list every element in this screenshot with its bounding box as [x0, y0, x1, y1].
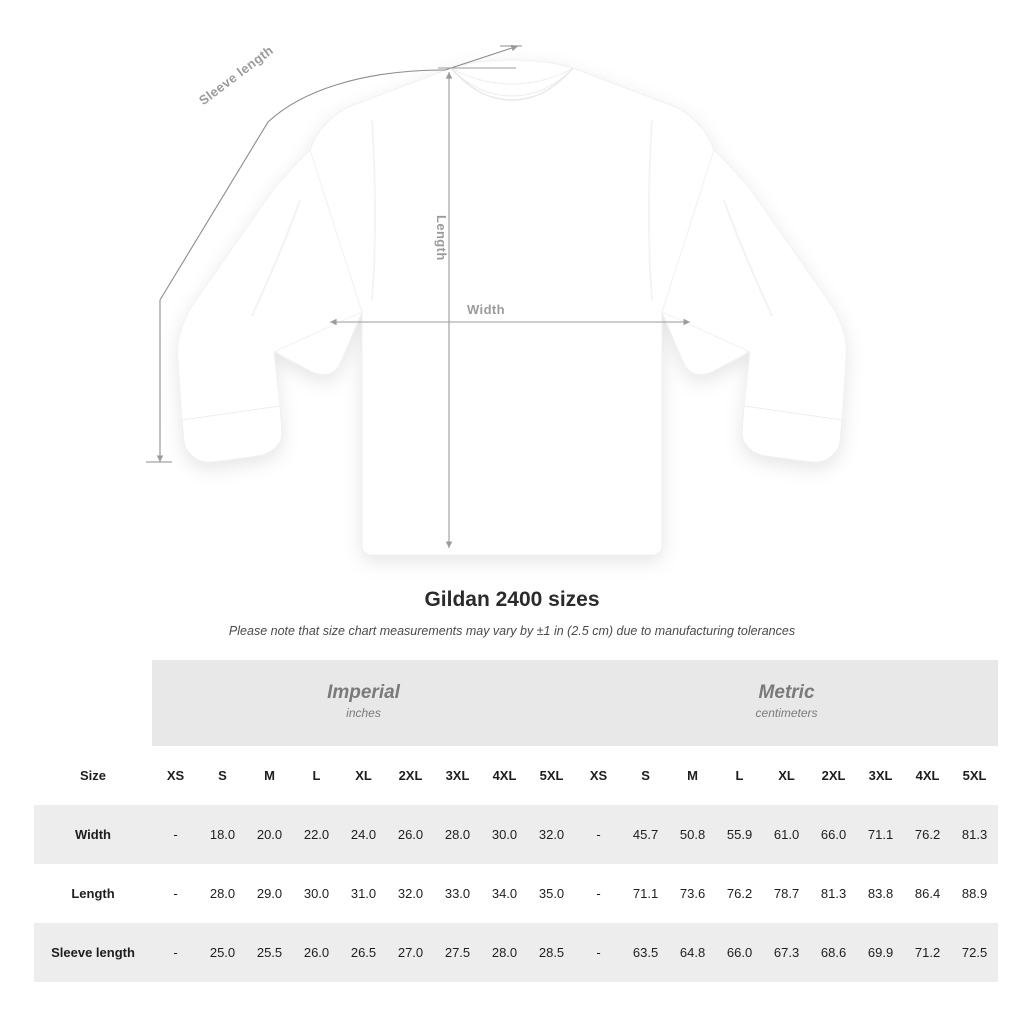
cell-length-imperial-m: 29.0: [256, 886, 283, 901]
row-label-length: Length: [71, 886, 115, 901]
cell-sleeve-imperial-s: 25.0: [199, 923, 246, 982]
cell-sleeve-metric-l: 66.0: [716, 923, 763, 982]
size-metric-s: S: [622, 746, 669, 805]
cell-width-metric-xl: 61.0: [763, 805, 810, 864]
table-row: [34, 805, 998, 864]
row-label-width: Width: [34, 805, 152, 864]
unit-banner-row: [34, 660, 998, 746]
cell-sleeve-metric-2xl: 68.6: [810, 923, 857, 982]
size-imperial-4xl: 4XL: [481, 746, 528, 805]
cell-width-metric-2xl: 66.0: [810, 805, 857, 864]
cell-width-imperial-3xl: 28.0: [434, 805, 481, 864]
unit-imperial: [152, 660, 575, 746]
cell-sleeve-imperial-5xl: 28.5: [528, 923, 575, 982]
cell-width-imperial-m: 20.0: [246, 805, 293, 864]
cell-width-imperial-xl: 24.0: [340, 805, 387, 864]
cell-sleeve-imperial-xs: -: [152, 923, 199, 982]
size-header-row: [34, 746, 998, 805]
table-row: [34, 864, 998, 923]
cell-width-metric-l: 55.9: [716, 805, 763, 864]
size-metric-3xl: 3XL: [857, 746, 904, 805]
cell-sleeve-imperial-2xl: 27.0: [387, 923, 434, 982]
cell-width-metric-m: 50.8: [669, 805, 716, 864]
size-table-wrapper: [34, 660, 990, 982]
size-imperial-xl: XL: [340, 746, 387, 805]
unit-metric-name: Metric: [758, 682, 815, 704]
cell-width-metric-s: 45.7: [622, 805, 669, 864]
cell-width-metric-xs: -: [575, 805, 622, 864]
cell-length-imperial-4xl: 34.0: [491, 886, 518, 901]
cell-width-imperial-s: 18.0: [199, 805, 246, 864]
cell-sleeve-metric-m: 64.8: [669, 923, 716, 982]
size-metric-2xl: 2XL: [810, 746, 857, 805]
table-row: [34, 923, 998, 982]
cell-width-imperial-xs: -: [152, 805, 199, 864]
cell-length-imperial-l: 30.0: [303, 886, 330, 901]
cell-length-metric-5xl: 88.9: [961, 886, 988, 901]
size-imperial-5xl: 5XL: [528, 746, 575, 805]
size-imperial-m: M: [246, 746, 293, 805]
cell-sleeve-metric-5xl: 72.5: [951, 923, 998, 982]
cell-sleeve-imperial-xl: 26.5: [340, 923, 387, 982]
unit-metric: [575, 660, 998, 746]
cell-length-metric-xs: -: [596, 886, 601, 901]
cell-length-imperial-s: 28.0: [209, 886, 236, 901]
cell-sleeve-imperial-l: 26.0: [293, 923, 340, 982]
cell-width-metric-3xl: 71.1: [857, 805, 904, 864]
cell-sleeve-metric-4xl: 71.2: [904, 923, 951, 982]
cell-width-metric-4xl: 76.2: [904, 805, 951, 864]
cell-length-imperial-5xl: 35.0: [538, 886, 565, 901]
size-header-cell: Size: [34, 746, 152, 805]
cell-sleeve-metric-xl: 67.3: [763, 923, 810, 982]
length-label: Length: [434, 215, 449, 261]
size-metric-4xl: 4XL: [904, 746, 951, 805]
size-metric-5xl: 5XL: [951, 746, 998, 805]
size-imperial-l: L: [293, 746, 340, 805]
cell-length-metric-2xl: 81.3: [820, 886, 847, 901]
size-imperial-3xl: 3XL: [434, 746, 481, 805]
unit-imperial-name: Imperial: [327, 682, 400, 704]
sleeve-length-label: Sleeve length: [196, 42, 277, 108]
cell-length-imperial-xs: -: [173, 886, 178, 901]
title-block: [0, 588, 1024, 638]
cell-width-imperial-2xl: 26.0: [387, 805, 434, 864]
cell-sleeve-imperial-4xl: 28.0: [481, 923, 528, 982]
cell-width-imperial-5xl: 32.0: [528, 805, 575, 864]
cell-width-imperial-l: 22.0: [293, 805, 340, 864]
size-metric-xl: XL: [763, 746, 810, 805]
cell-length-metric-m: 73.6: [679, 886, 706, 901]
cell-length-imperial-3xl: 33.0: [444, 886, 471, 901]
cell-length-imperial-2xl: 32.0: [397, 886, 424, 901]
size-chart-table: [34, 660, 998, 982]
cell-sleeve-imperial-3xl: 27.5: [434, 923, 481, 982]
cell-length-imperial-xl: 31.0: [350, 886, 377, 901]
width-label: Width: [467, 302, 505, 317]
size-imperial-xs: XS: [152, 746, 199, 805]
cell-sleeve-metric-s: 63.5: [622, 923, 669, 982]
cell-length-metric-s: 71.1: [632, 886, 659, 901]
size-imperial-s: S: [199, 746, 246, 805]
cell-sleeve-metric-3xl: 69.9: [857, 923, 904, 982]
cell-width-imperial-4xl: 30.0: [481, 805, 528, 864]
page-title: Gildan 2400 sizes: [424, 588, 600, 611]
cell-length-metric-3xl: 83.8: [867, 886, 894, 901]
cell-length-metric-xl: 78.7: [773, 886, 800, 901]
unit-banner-spacer: [34, 660, 152, 746]
cell-width-metric-5xl: 81.3: [951, 805, 998, 864]
cell-length-metric-l: 76.2: [726, 886, 753, 901]
cell-sleeve-imperial-m: 25.5: [246, 923, 293, 982]
size-imperial-2xl: 2XL: [387, 746, 434, 805]
shirt-shape: [178, 60, 847, 555]
cell-sleeve-metric-xs: -: [575, 923, 622, 982]
cell-length-metric-4xl: 86.4: [914, 886, 941, 901]
size-metric-l: L: [716, 746, 763, 805]
size-metric-m: M: [669, 746, 716, 805]
unit-imperial-sub: inches: [346, 706, 381, 721]
unit-metric-sub: centimeters: [755, 706, 818, 721]
tolerance-note: Please note that size chart measurements may vary by ±1 in (2.5 cm) due to manufacturing tolerances: [228, 624, 796, 638]
size-metric-xs: XS: [575, 746, 622, 805]
row-label-sleeve-length: Sleeve length: [34, 923, 152, 982]
